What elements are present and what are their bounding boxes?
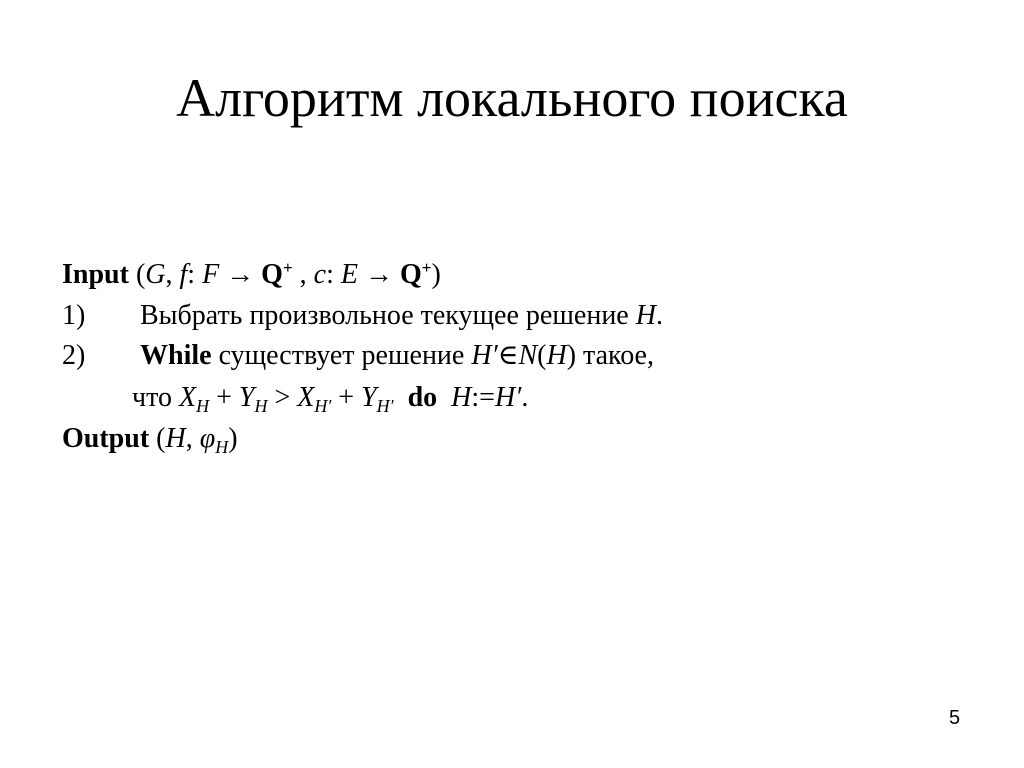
paren: (: [135, 259, 146, 290]
assign-operator: :=: [471, 382, 495, 413]
colon: :: [326, 259, 341, 290]
var-N: N: [518, 340, 538, 371]
period: .: [521, 382, 529, 413]
var-H: H: [451, 382, 472, 413]
step-2: [62, 338, 654, 374]
set-q: Q: [261, 259, 283, 290]
subscript: H: [215, 437, 229, 457]
var-g: G: [145, 259, 166, 290]
paren: ): [431, 259, 441, 290]
paren: (: [149, 423, 166, 454]
greater-than-operator: >: [267, 382, 298, 413]
var-Y: Y: [238, 382, 255, 413]
step-number: 2): [62, 340, 86, 371]
paren: ): [228, 423, 238, 454]
var-Y: Y: [361, 382, 377, 413]
step-1: [62, 298, 663, 334]
output-keyword: Output: [62, 423, 150, 454]
while-keyword: While: [140, 340, 212, 371]
element-of-symbol: ∈: [497, 340, 519, 371]
var-H: H: [635, 300, 656, 331]
var-H-prime: H′: [471, 340, 498, 371]
var-f: f: [179, 259, 188, 290]
condition-text: что: [132, 382, 179, 413]
paren: (: [537, 340, 547, 371]
var-H-prime: H′: [494, 382, 522, 413]
step-text: такое,: [576, 340, 654, 371]
plus-operator: +: [209, 382, 239, 413]
var-H: H: [165, 423, 186, 454]
period: .: [655, 300, 663, 331]
comma: ,: [165, 259, 180, 290]
plus-superscript: +: [282, 258, 293, 277]
plus-operator: +: [331, 382, 362, 413]
slide-title: Алгоритм локального поиска: [176, 68, 848, 128]
var-phi: φ: [199, 423, 216, 454]
while-condition: [132, 380, 528, 416]
subscript: H′: [376, 396, 394, 416]
var-X: X: [297, 382, 315, 413]
set-q: Q: [399, 259, 422, 290]
subscript: H: [254, 396, 268, 416]
comma: ,: [292, 259, 314, 290]
step-number: 1): [62, 300, 86, 331]
comma: ,: [185, 423, 200, 454]
input-line: [62, 257, 441, 293]
paren: ): [566, 340, 577, 371]
arrow: →: [219, 259, 262, 290]
var-E: E: [340, 259, 358, 290]
output-line: [62, 421, 238, 457]
step-text: существует решение: [211, 340, 472, 371]
var-F: F: [202, 259, 220, 290]
plus-superscript: +: [421, 258, 432, 277]
var-H: H: [546, 340, 567, 371]
step-text: Выбрать произвольное текущее решение: [140, 300, 636, 331]
arrow: →: [357, 259, 400, 290]
colon: :: [187, 259, 203, 290]
var-X: X: [178, 382, 197, 413]
do-keyword: do: [407, 382, 438, 413]
input-keyword: Input: [62, 259, 129, 290]
page-number: 5: [949, 707, 961, 729]
subscript: H′: [314, 396, 332, 416]
subscript: H: [196, 396, 210, 416]
var-c: c: [313, 259, 327, 290]
